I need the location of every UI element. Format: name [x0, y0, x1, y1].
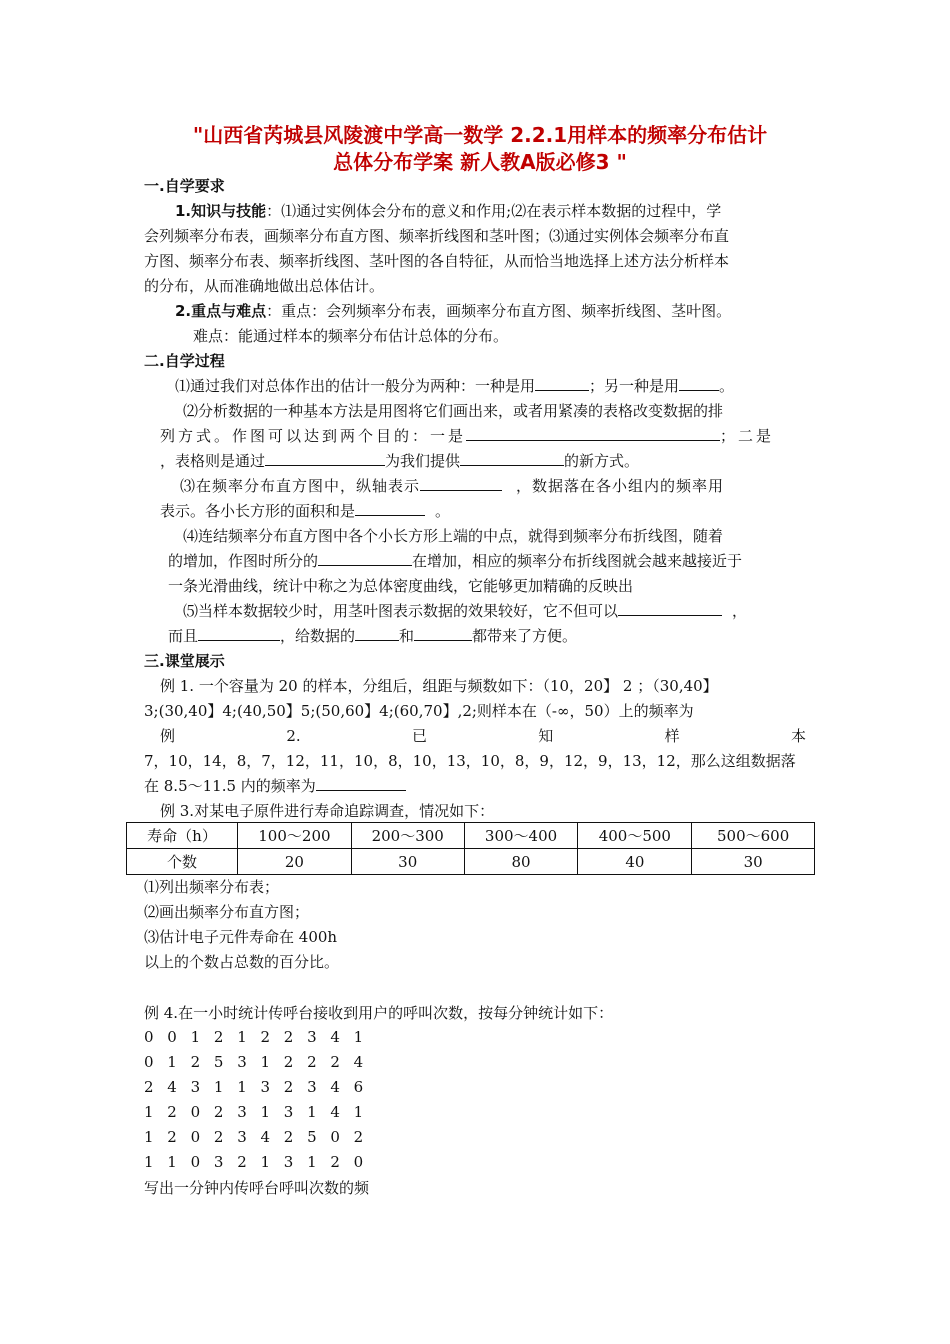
data-value: 6 — [353, 1078, 364, 1096]
table-cell: 30 — [692, 849, 815, 875]
data-value: 2 — [237, 1153, 247, 1171]
document-title-line-2: 总体分布学案 新人教A版必修3 " — [333, 150, 627, 174]
section-1-heading: 一.自学要求 — [144, 177, 225, 195]
data-row — [144, 1051, 377, 1073]
answer-blank[interactable] — [414, 625, 472, 641]
section-2-heading: 二.自学过程 — [144, 352, 225, 370]
knowledge-skills-text-1: ：⑴通过实例体会分布的意义和作用;⑵在表示样本数据的过程中，学 — [266, 202, 722, 220]
answer-blank[interactable] — [318, 550, 412, 566]
table-cell: 100～200 — [238, 823, 352, 849]
process-item-4-text-a: 的增加，作图时所分的 — [168, 552, 319, 570]
process-item-2-line-2 — [160, 425, 774, 447]
data-value: 0 — [190, 1128, 201, 1146]
data-value: 3 — [237, 1103, 247, 1121]
data-value: 3 — [213, 1153, 224, 1171]
example-4-intro: 例 4.在一小时统计传呼台接收到用户的呼叫次数，按每分钟统计如下： — [144, 1004, 614, 1022]
process-item-5-text-e: 和 — [399, 627, 415, 645]
knowledge-skills-line-1 — [175, 200, 721, 222]
process-item-5-text-c: 而且 — [168, 627, 199, 645]
example-2-word: 已 — [411, 727, 427, 745]
table-cell: 个数 — [127, 849, 238, 875]
key-points-text: ：重点：会列频率分布表，画频率分布直方图、频率折线图、茎叶图。 — [266, 302, 732, 320]
example-3-question-2: ⑵画出频率分布直方图； — [144, 903, 310, 921]
process-item-2-text-e: 的新方式。 — [564, 452, 640, 470]
process-item-3-line-1 — [180, 475, 724, 497]
table-cell: 80 — [464, 849, 578, 875]
table-cell: 400～500 — [578, 823, 692, 849]
data-value: 2 — [283, 1078, 294, 1096]
table-cell: 500～600 — [692, 823, 815, 849]
table-cell: 寿命（h） — [127, 823, 238, 849]
data-value: 2 — [144, 1078, 154, 1096]
data-value: 2 — [260, 1028, 271, 1046]
example-2-word: 样 — [664, 727, 680, 745]
process-item-5-text-b: ， — [732, 602, 748, 620]
answer-blank[interactable] — [316, 775, 406, 791]
process-item-3-text-c: 表示。各小长方形的面积和是 — [160, 502, 356, 520]
answer-blank[interactable] — [420, 475, 502, 491]
data-row — [144, 1076, 377, 1098]
answer-blank[interactable] — [355, 625, 399, 641]
example-3-question-1: ⑴列出频率分布表； — [144, 878, 280, 896]
process-item-5-text-a: ⑸当样本数据较少时，用茎叶图表示数据的效果较好，它不但可以 — [183, 602, 619, 620]
data-value: 5 — [307, 1128, 317, 1146]
data-value: 2 — [283, 1053, 294, 1071]
process-item-1-text-a: ⑴通过我们对总体作出的估计一般分为两种：一种是用 — [175, 377, 536, 395]
knowledge-skills-line-4: 的分布，从而准确地做出总体估计。 — [144, 277, 385, 295]
data-value: 4 — [260, 1128, 271, 1146]
document-title-line-1: "山西省芮城县风陵渡中学高一数学 2.2.1用样本的频率分布估计 — [192, 123, 768, 147]
table-cell: 40 — [578, 849, 692, 875]
data-value: 4 — [330, 1103, 340, 1121]
data-value: 2 — [213, 1028, 224, 1046]
process-item-4-line-2 — [168, 550, 742, 572]
table-header-row — [127, 823, 815, 849]
data-value: 1 — [144, 1103, 154, 1121]
answer-blank[interactable] — [198, 625, 280, 641]
data-value: 1 — [167, 1153, 177, 1171]
key-points-line-1 — [175, 300, 731, 322]
data-value: 0 — [167, 1028, 177, 1046]
process-item-1 — [175, 375, 734, 397]
data-row — [144, 1151, 377, 1173]
process-item-5-text-f: 都带来了方便。 — [472, 627, 578, 645]
process-item-2-text-d: 为我们提供 — [385, 452, 461, 470]
answer-blank[interactable] — [466, 425, 720, 441]
data-value: 1 — [237, 1028, 247, 1046]
data-value: 2 — [213, 1103, 224, 1121]
data-value: 1 — [237, 1078, 247, 1096]
data-value: 2 — [283, 1028, 294, 1046]
data-value: 3 — [283, 1153, 294, 1171]
example-2-line-3 — [144, 775, 406, 797]
answer-blank[interactable] — [618, 600, 722, 616]
process-item-3-text-a: ⑶在频率分布直方图中，纵轴表示 — [180, 477, 421, 495]
example-2-line-1 — [160, 725, 806, 747]
table-cell: 30 — [351, 849, 464, 875]
data-value: 2 — [353, 1128, 364, 1146]
data-value: 0 — [353, 1153, 364, 1171]
data-value: 3 — [307, 1028, 317, 1046]
process-item-4-text-b: 在增加，相应的频率分布折线图就会越来越接近于 — [412, 552, 743, 570]
data-value: 1 — [307, 1153, 317, 1171]
process-item-2-line-1: ⑵分析数据的一种基本方法是用图将它们画出来，或者用紧凑的表格改变数据的排 — [183, 402, 724, 420]
process-item-5-text-d: ，给数据的 — [280, 627, 356, 645]
example-1-line-2: 3;(30,40】4;(40,50】5;(50,60】4;(60,70】,2;则样本在（-∞，50）上的频率为 — [144, 702, 694, 720]
answer-blank[interactable] — [265, 450, 385, 466]
data-value: 3 — [260, 1078, 271, 1096]
data-value: 3 — [237, 1053, 247, 1071]
table-row — [127, 849, 815, 875]
process-item-3-text-d: 。 — [435, 502, 451, 520]
process-item-4-line-3: 一条光滑曲线，统计中称之为总体密度曲线，它能够更加精确的反映出 — [168, 577, 634, 595]
section-3-heading: 三.课堂展示 — [144, 652, 225, 670]
example-3-intro: 例 3.对某电子原件进行寿命追踪调查，情况如下： — [160, 802, 495, 820]
data-value: 1 — [353, 1028, 364, 1046]
table-cell: 20 — [238, 849, 352, 875]
process-item-5-line-2 — [168, 625, 577, 647]
answer-blank[interactable] — [535, 375, 589, 391]
answer-blank[interactable] — [355, 500, 425, 516]
data-value: 5 — [213, 1053, 224, 1071]
example-2-word: 例 — [160, 727, 176, 745]
difficulty-line: 难点：能通过样本的频率分布估计总体的分布。 — [193, 327, 509, 345]
data-value: 1 — [260, 1103, 271, 1121]
data-value: 2 — [330, 1153, 340, 1171]
example-3-question-3: ⑶估计电子元件寿命在 400h — [144, 928, 338, 946]
knowledge-skills-line-3: 方图、频率分布表、频率折线图、茎叶图的各自特征，从而恰当地选择上述方法分析样本 — [144, 252, 730, 270]
process-item-1-text-b: ；另一种是用 — [589, 377, 680, 395]
answer-blank[interactable] — [679, 375, 719, 391]
example-2-word: 本 — [790, 727, 806, 745]
data-row — [144, 1026, 377, 1048]
data-value: 2 — [167, 1128, 177, 1146]
process-item-2-line-3 — [160, 450, 639, 472]
data-value: 3 — [283, 1103, 294, 1121]
example-3-question-4: 以上的个数占总数的百分比。 — [144, 953, 340, 971]
process-item-3-line-2 — [160, 500, 450, 522]
data-value: 1 — [353, 1103, 364, 1121]
data-value: 2 — [283, 1128, 294, 1146]
data-value: 3 — [307, 1078, 317, 1096]
data-row — [144, 1101, 377, 1123]
data-value: 1 — [213, 1078, 224, 1096]
data-value: 4 — [167, 1078, 177, 1096]
data-value: 3 — [190, 1078, 201, 1096]
data-value: 3 — [237, 1128, 247, 1146]
data-value: 0 — [330, 1128, 340, 1146]
data-value: 2 — [330, 1053, 340, 1071]
example-1-line-1: 例 1. 一个容量为 20 的样本，分组后，组距与频数如下：（10，20】 2 ；（30,40】 — [160, 677, 718, 695]
data-value: 1 — [260, 1053, 271, 1071]
example-2-word: 2. — [286, 727, 301, 745]
data-value: 0 — [190, 1103, 201, 1121]
process-item-2-text-c: ，表格则是通过 — [160, 452, 266, 470]
example-2-text: 在 8.5～11.5 内的频率为 — [144, 777, 316, 795]
example-2-word: 知 — [538, 727, 554, 745]
data-value: 2 — [213, 1128, 224, 1146]
data-value: 1 — [144, 1128, 154, 1146]
process-item-5-line-1 — [183, 600, 747, 622]
process-item-2-text-b: ；二是 — [720, 427, 775, 445]
lifespan-table — [126, 822, 815, 875]
data-value: 0 — [190, 1153, 201, 1171]
data-value: 4 — [330, 1028, 340, 1046]
data-value: 0 — [144, 1053, 154, 1071]
data-value: 2 — [167, 1103, 177, 1121]
key-points-label: 2.重点与难点 — [175, 302, 267, 320]
data-value: 2 — [307, 1053, 317, 1071]
data-value: 1 — [144, 1153, 154, 1171]
data-value: 0 — [144, 1028, 154, 1046]
knowledge-skills-label: 1.知识与技能 — [175, 202, 267, 220]
data-value: 1 — [167, 1053, 177, 1071]
example-2-line-2: 7，10，14，8，7，12，11，10，8，10，13，10，8，9，12，9，13，12，那么这组数据落 — [144, 752, 796, 770]
process-item-3-text-b: ，数据落在各小组内的频率用 — [516, 477, 725, 495]
table-cell: 200～300 — [351, 823, 464, 849]
data-value: 4 — [330, 1078, 340, 1096]
data-value: 2 — [190, 1053, 201, 1071]
process-item-1-text-c: 。 — [719, 377, 735, 395]
data-value: 1 — [190, 1028, 201, 1046]
answer-blank[interactable] — [460, 450, 564, 466]
example-4-end: 写出一分钟内传呼台呼叫次数的频 — [144, 1179, 370, 1197]
process-item-2-text-a: 列方式。作图可以达到两个目的：一是 — [160, 427, 467, 445]
data-row — [144, 1126, 377, 1148]
data-value: 4 — [353, 1053, 364, 1071]
data-value: 1 — [307, 1103, 317, 1121]
knowledge-skills-line-2: 会列频率分布表，画频率分布直方图、频率折线图和茎叶图；⑶通过实例体会频率分布直 — [144, 227, 730, 245]
data-value: 1 — [260, 1153, 271, 1171]
table-cell: 300～400 — [464, 823, 578, 849]
process-item-4-line-1: ⑷连结频率分布直方图中各个小长方形上端的中点，就得到频率分布折线图，随着 — [183, 527, 724, 545]
